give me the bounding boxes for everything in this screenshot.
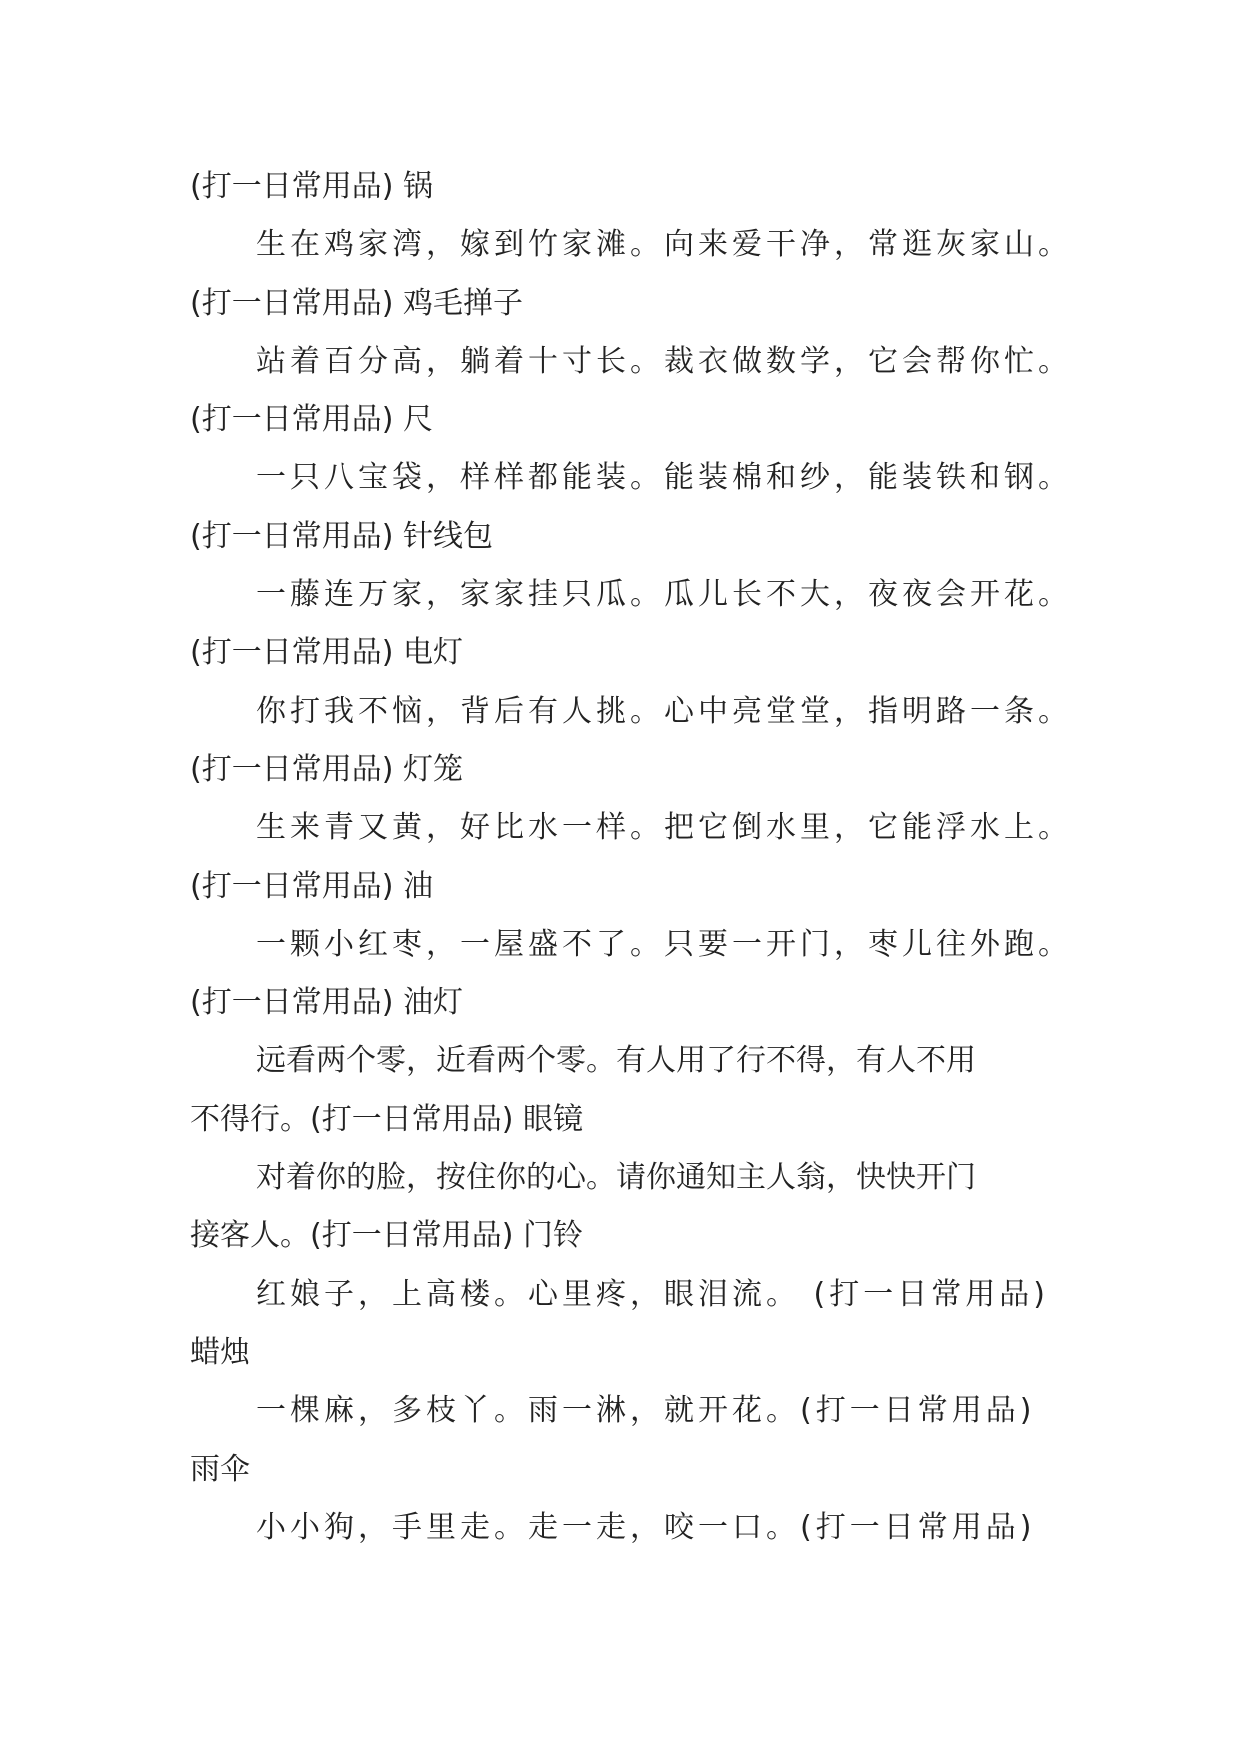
text-line: (打一日常用品) 鸡毛掸子 — [190, 285, 523, 321]
text-line: (打一日常用品) 油 — [190, 868, 433, 904]
text-line: 红娘子，上高楼。心里疼，眼泪流。 (打一日常用品) — [256, 1276, 1049, 1312]
riddle-text-body — [190, 158, 1070, 1557]
text-line: 一只八宝袋，样样都能装。能装棉和纱，能装铁和钢。 — [256, 460, 1072, 496]
text-line: (打一日常用品) 锅 — [190, 169, 433, 204]
text-line: 对着你的脸，按住你的心。请你通知主人翁，快快开门 — [256, 1160, 976, 1196]
text-line: 站着百分高，躺着十寸长。裁衣做数学，它会帮你忙。 — [256, 343, 1072, 379]
text-line: 远看两个零，近看两个零。有人用了行不得，有人不用 — [256, 1043, 976, 1079]
text-line: 生在鸡家湾，嫁到竹家滩。向来爱干净，常逛灰家山。 — [256, 227, 1072, 263]
text-line: (打一日常用品) 油灯 — [190, 985, 463, 1021]
text-line: 接客人。(打一日常用品) 门铃 — [190, 1218, 583, 1254]
text-line: 生来青又黄，好比水一样。把它倒水里，它能浮水上。 — [256, 810, 1072, 846]
text-line: 蜡烛 — [190, 1334, 250, 1370]
text-line: 雨伞 — [190, 1451, 250, 1487]
text-line: 一棵麻，多枝丫。雨一淋，就开花。(打一日常用品) — [256, 1393, 1036, 1429]
text-line: 不得行。(打一日常用品) 眼镜 — [190, 1101, 583, 1137]
text-line: (打一日常用品) 电灯 — [190, 635, 463, 671]
text-line: (打一日常用品) 尺 — [190, 402, 433, 438]
text-line: (打一日常用品) 灯笼 — [190, 751, 463, 787]
text-line: 一颗小红枣，一屋盛不了。只要一开门，枣儿往外跑。 — [256, 926, 1072, 962]
text-line: 一藤连万家，家家挂只瓜。瓜儿长不大，夜夜会开花。 — [256, 577, 1072, 613]
text-line: 你打我不恼，背后有人挑。心中亮堂堂，指明路一条。 — [256, 693, 1072, 729]
text-line: (打一日常用品) 针线包 — [190, 518, 493, 554]
text-line: 小小狗，手里走。走一走，咬一口。(打一日常用品) — [256, 1509, 1036, 1545]
